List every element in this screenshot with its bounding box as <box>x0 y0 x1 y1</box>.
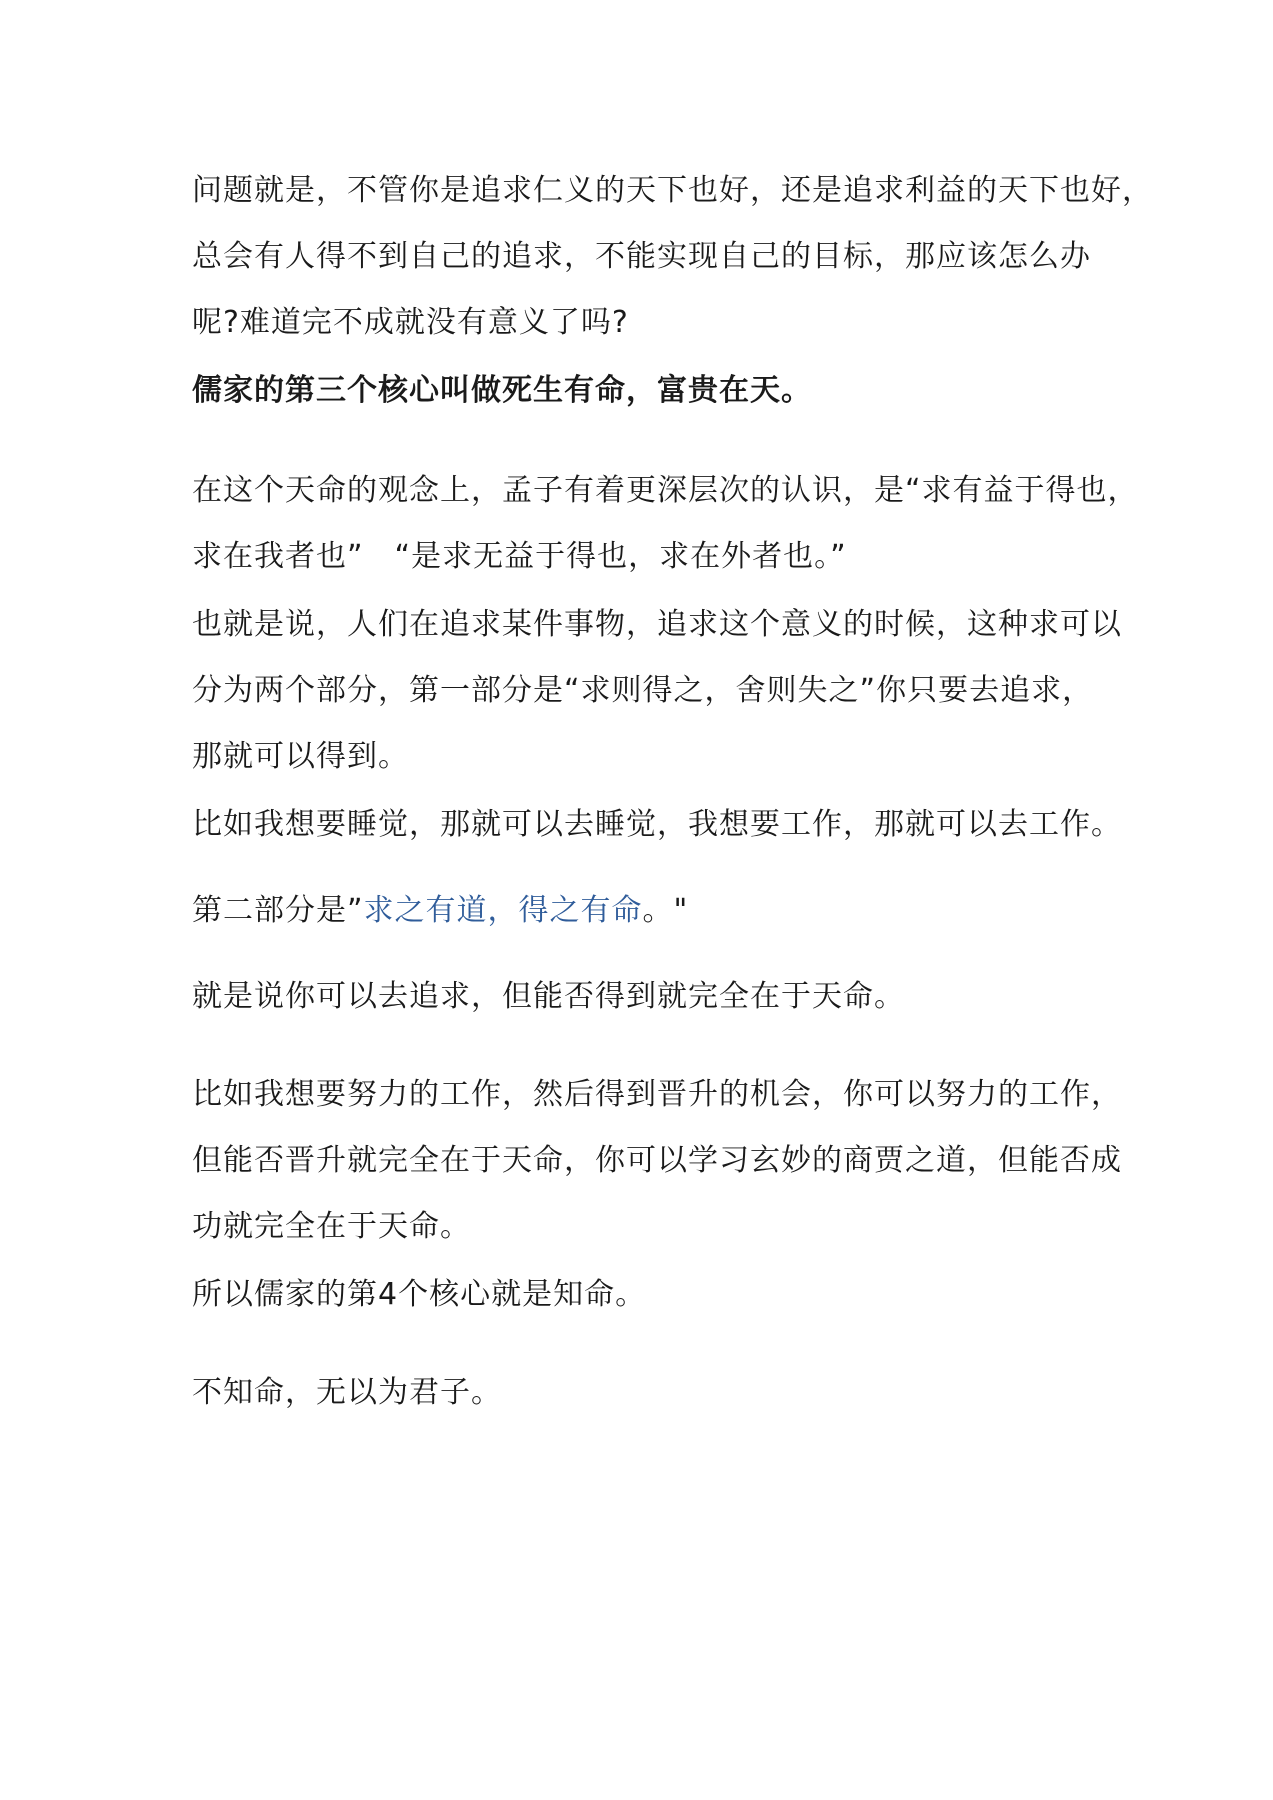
highlighted-quote: 求之有道，得之有命 <box>363 893 643 928</box>
paragraph-question <box>192 158 1153 356</box>
text-line: 那就可以得到。 <box>192 739 409 774</box>
text-line: 比如我想要努力的工作，然后得到晋升的机会，你可以努力的工作， <box>192 1077 1122 1112</box>
paragraph-sleep-example: 比如我想要睡觉，那就可以去睡觉，我想要工作，那就可以去工作。 <box>192 807 1122 842</box>
paragraph-mencius <box>192 458 1139 590</box>
text-line: 呢?难道完不成就没有意义了吗? <box>192 305 629 340</box>
text-line: 总会有人得不到自己的追求，不能实现自己的目标，那应该怎么办 <box>192 239 1091 274</box>
text-line: 求在我者也” “是求无益于得也，求在外者也。” <box>192 539 847 574</box>
paragraph-second-part <box>192 878 1092 944</box>
text-line: 分为两个部分，第一部分是“求则得之，舍则失之”你只要去追求， <box>192 673 1094 708</box>
text-suffix: 。" <box>642 893 689 928</box>
text-line: 但能否晋升就完全在于天命，你可以学习玄妙的商贾之道，但能否成 <box>192 1143 1122 1178</box>
paragraph-two-parts <box>192 592 1122 790</box>
text-line: 在这个天命的观念上，孟子有着更深层次的认识，是“求有益于得也， <box>192 473 1139 508</box>
paragraph-work-example <box>192 1062 1122 1260</box>
paragraph-fourth-core: 所以儒家的第4个核心就是知命。 <box>192 1277 647 1312</box>
heading-third-core: 儒家的第三个核心叫做死生有命，富贵在天。 <box>192 373 812 408</box>
paragraph-junzi: 不知命，无以为君子。 <box>192 1375 502 1410</box>
text-line: 问题就是，不管你是追求仁义的天下也好，还是追求利益的天下也好， <box>192 173 1153 208</box>
paragraph-destiny: 就是说你可以去追求，但能否得到就完全在于天命。 <box>192 979 905 1014</box>
text-line: 也就是说，人们在追求某件事物，追求这个意义的时候，这种求可以 <box>192 607 1122 642</box>
text-line: 功就完全在于天命。 <box>192 1209 471 1244</box>
text-prefix: 第二部分是” <box>192 893 364 928</box>
